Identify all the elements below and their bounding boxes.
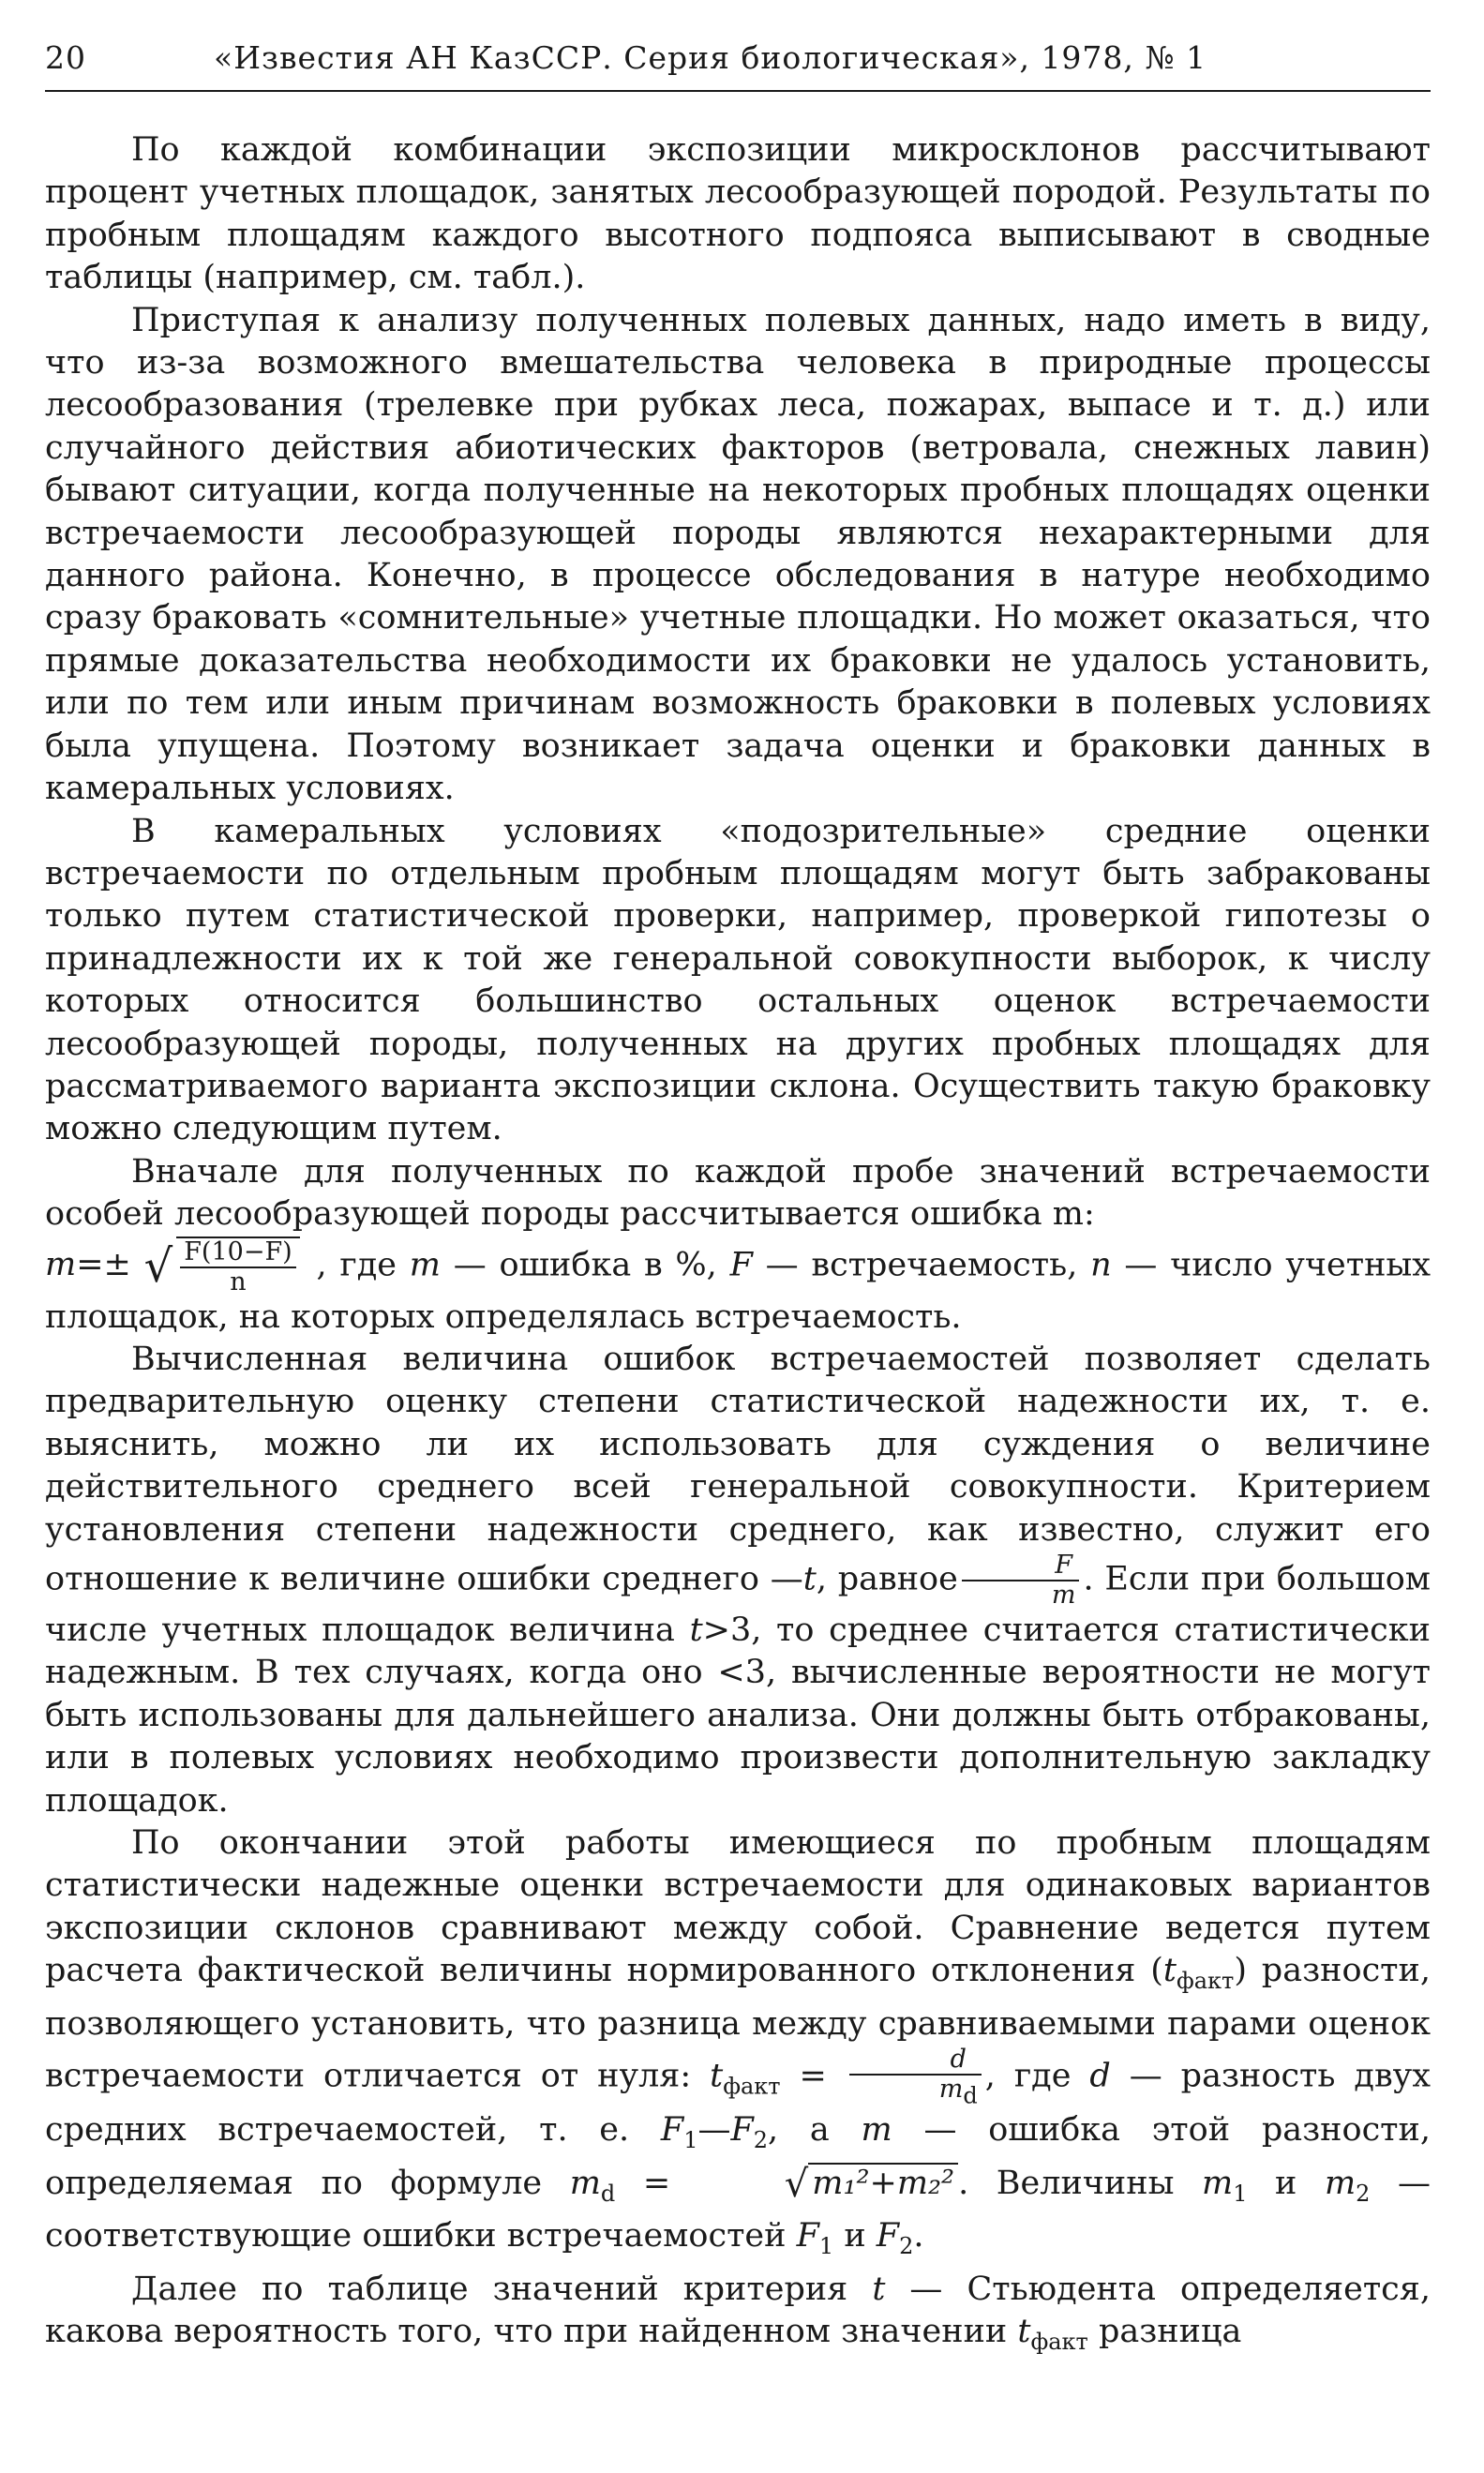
p7-text-c: разница (1087, 2313, 1242, 2351)
page (45, 37, 1431, 2363)
p6-text-m: и (833, 2217, 877, 2256)
p6-text-c: = (780, 2057, 846, 2095)
ratio-numerator: F (962, 1551, 1080, 1581)
F1-subscript: 1 (683, 2127, 698, 2154)
var-F2: F (730, 2111, 754, 2150)
formula-error (45, 1236, 316, 1296)
F1-subscript-b: 1 (818, 2233, 834, 2260)
paragraph-1: По каждой комбинации экспозиции микросклонов рассчитывают процент учетных площадок, занятых лесообразующей породой. Результаты по пробным площадям каждого высотного подпояса выписывают в сводные таблицы (например, см. табл.). (45, 131, 1431, 297)
paragraph-5 (45, 1339, 1431, 1822)
paragraph-7 (45, 2269, 1431, 2364)
formula-lhs: m=± (45, 1246, 131, 1284)
md-subscript-2: d (600, 2180, 616, 2207)
t-fact-subscript-3: факт (1030, 2329, 1088, 2356)
var-F1: F (660, 2111, 684, 2150)
p6-text-b: ) разности, позволяющего установить, что разница между сравниваемыми парами оценок встречаемости отличается от нуля: (45, 1952, 1431, 2095)
formula-numerator: F(10−F) (180, 1238, 296, 1268)
running-header (45, 37, 1431, 92)
p6-text-n: . (913, 2217, 924, 2256)
t-fact-subscript: факт (1176, 1968, 1235, 1995)
var-t-student: t (872, 2270, 886, 2308)
p6-text-a: По окончании этой работы имеющиеся по пробным площадям статистически надежные оценки встречаемости для одинаковых вариантов экспозиции склонов сравнивают между собой. Сравнение ведется путем расчета фактической величины нормированного отклонения ( (45, 1824, 1431, 1990)
sqrt-icon: √ (143, 1239, 173, 1293)
p6-text-h: — ошибка этой разности, определяемая по формуле (45, 2111, 1431, 2202)
var-t: t (802, 1560, 817, 1598)
d-over-md-fraction (849, 2046, 982, 2109)
var-md: m (569, 2164, 601, 2202)
p5-text-a: Вычисленная величина ошибок встречаемостей позволяет сделать предварительную оценку степени статистической надежности их, т. е. выяснить, можно ли их использовать для суждения о величине действительного среднего всей генеральной совокупности. Критерием установления степени надежности среднего, как известно, служит его отношение к величине ошибки среднего — (45, 1340, 1431, 1598)
article-body (45, 129, 1431, 2363)
md-sqrt-content: m₁²+m₂² (808, 2163, 958, 2202)
p6-text-d: , где (984, 2057, 1090, 2095)
md-denominator (849, 2076, 982, 2109)
md-subscript: d (963, 2082, 978, 2109)
p5-text-d: >3, то среднее считается статистически надежным. В тех случаях, когда оно <3, вычисленные вероятности не могут быть использованы для дальнейшего анализа. Они должны быть отбракованы, или в полевых условиях необходимо произвести дополнительную закладку площадок. (45, 1611, 1431, 1820)
p6-text-l: — соответствующие ошибки встречаемостей (45, 2164, 1432, 2256)
ratio-fraction (962, 1551, 1080, 1610)
paragraph-4: Вначале для полученных по каждой пробе значений встречаемости особей лесообразующей породы рассчитывается ошибка m: (45, 1152, 1431, 1234)
p5-text-c: . Если при большом числе учетных площадок величина (45, 1560, 1431, 1649)
formula-text-b: — ошибка в %, (440, 1246, 730, 1284)
ratio-denominator: m (1051, 1581, 1076, 1610)
p6-text-j: . Величины (958, 2164, 1202, 2202)
var-F2-b: F (876, 2217, 900, 2256)
md-m: m (938, 2075, 964, 2105)
formula-text-c: — встречаемость, (752, 1246, 1091, 1284)
var-t-fact: t (1162, 1952, 1177, 1990)
p6-text-e: — разность двух средних встречаемостей, т. е. (45, 2057, 1431, 2150)
journal-title: «Известия АН КазССР. Серия биологическая», 1978, № 1 (214, 39, 1207, 76)
formula-denominator: n (230, 1266, 247, 1296)
formula-text-a: , где (316, 1246, 410, 1284)
md-sqrt (698, 2163, 958, 2206)
formula-sqrt (144, 1236, 304, 1296)
p5-text-b: , равное (816, 1560, 958, 1598)
m1-subscript: 1 (1233, 2180, 1248, 2207)
d-numerator: d (849, 2046, 982, 2076)
var-n: n (1090, 1246, 1112, 1284)
paragraph-3: В камеральных условиях «подозрительные» средние оценки встречаемости по отдельным пробным площадям могут быть забракованы только путем статистической проверки, например, проверкой гипотезы о принадлежности их к той же генеральной совокупности выборок, к числу которых относится большинство остальных оценок встречаемости лесообразующей породы, полученных на других пробных площадях для рассматриваемого варианта экспозиции склона. Осуществить такую браковку можно следующим путем. (45, 812, 1431, 1148)
var-t-fact-2: t (710, 2057, 724, 2095)
page-number: 20 (45, 39, 86, 76)
p6-text-f: — (697, 2111, 731, 2150)
formula-fraction (176, 1236, 300, 1296)
sqrt-icon-2: √ (784, 2163, 809, 2207)
var-d: d (1089, 2057, 1111, 2095)
paragraph-2: Приступая к анализу полученных полевых данных, надо иметь в виду, что из-за возможного вмешательства человека в природные процессы лесообразования (трелевке при рубках леса, пожарах, выпасе и т. д.) или случайного действия абиотических факторов (ветровала, снежных лавин) бывают ситуации, когда полученные на некоторых пробных площадях оценки встречаемости лесообразующей породы являются нехарактерными для данного района. Конечно, в процессе обследования в натуре необходимо сразу браковать «сомнительные» учетные площадки. Но может оказаться, что прямые доказательства необходимости их браковки не удалось установить, или по тем или иным причинам возможность браковки в полевых условиях была упущена. Поэтому возникает задача оценки и браковки данных в камеральных условиях. (45, 301, 1431, 808)
var-t-fact-3: t (1017, 2313, 1031, 2351)
formula-text-d: — число учетных площадок, на которых определялась встречаемость. (45, 1246, 1431, 1336)
var-m-diff: m (861, 2111, 892, 2150)
formula-error-paragraph (45, 1236, 1431, 1339)
var-t-2: t (689, 1611, 703, 1649)
var-m2: m (1324, 2164, 1357, 2202)
t-fact-subscript-2: факт (723, 2073, 781, 2100)
var-m: m (409, 1246, 441, 1284)
p7-text-b: — Стьюдента определяется, какова вероятность того, что при найденном значении (45, 2270, 1431, 2351)
p6-text-g: , а (768, 2111, 862, 2150)
F2-subscript-b: 2 (899, 2233, 914, 2260)
F2-subscript: 2 (753, 2127, 769, 2154)
paragraph-6 (45, 1822, 1431, 2269)
var-F: F (729, 1246, 753, 1284)
m2-subscript: 2 (1356, 2180, 1371, 2207)
p7-text-a: Далее по таблице значений критерия (131, 2270, 873, 2308)
var-m1: m (1202, 2164, 1234, 2202)
var-F1-b: F (796, 2217, 819, 2256)
p6-text-i: = (615, 2164, 698, 2202)
p6-text-k: и (1247, 2164, 1325, 2202)
